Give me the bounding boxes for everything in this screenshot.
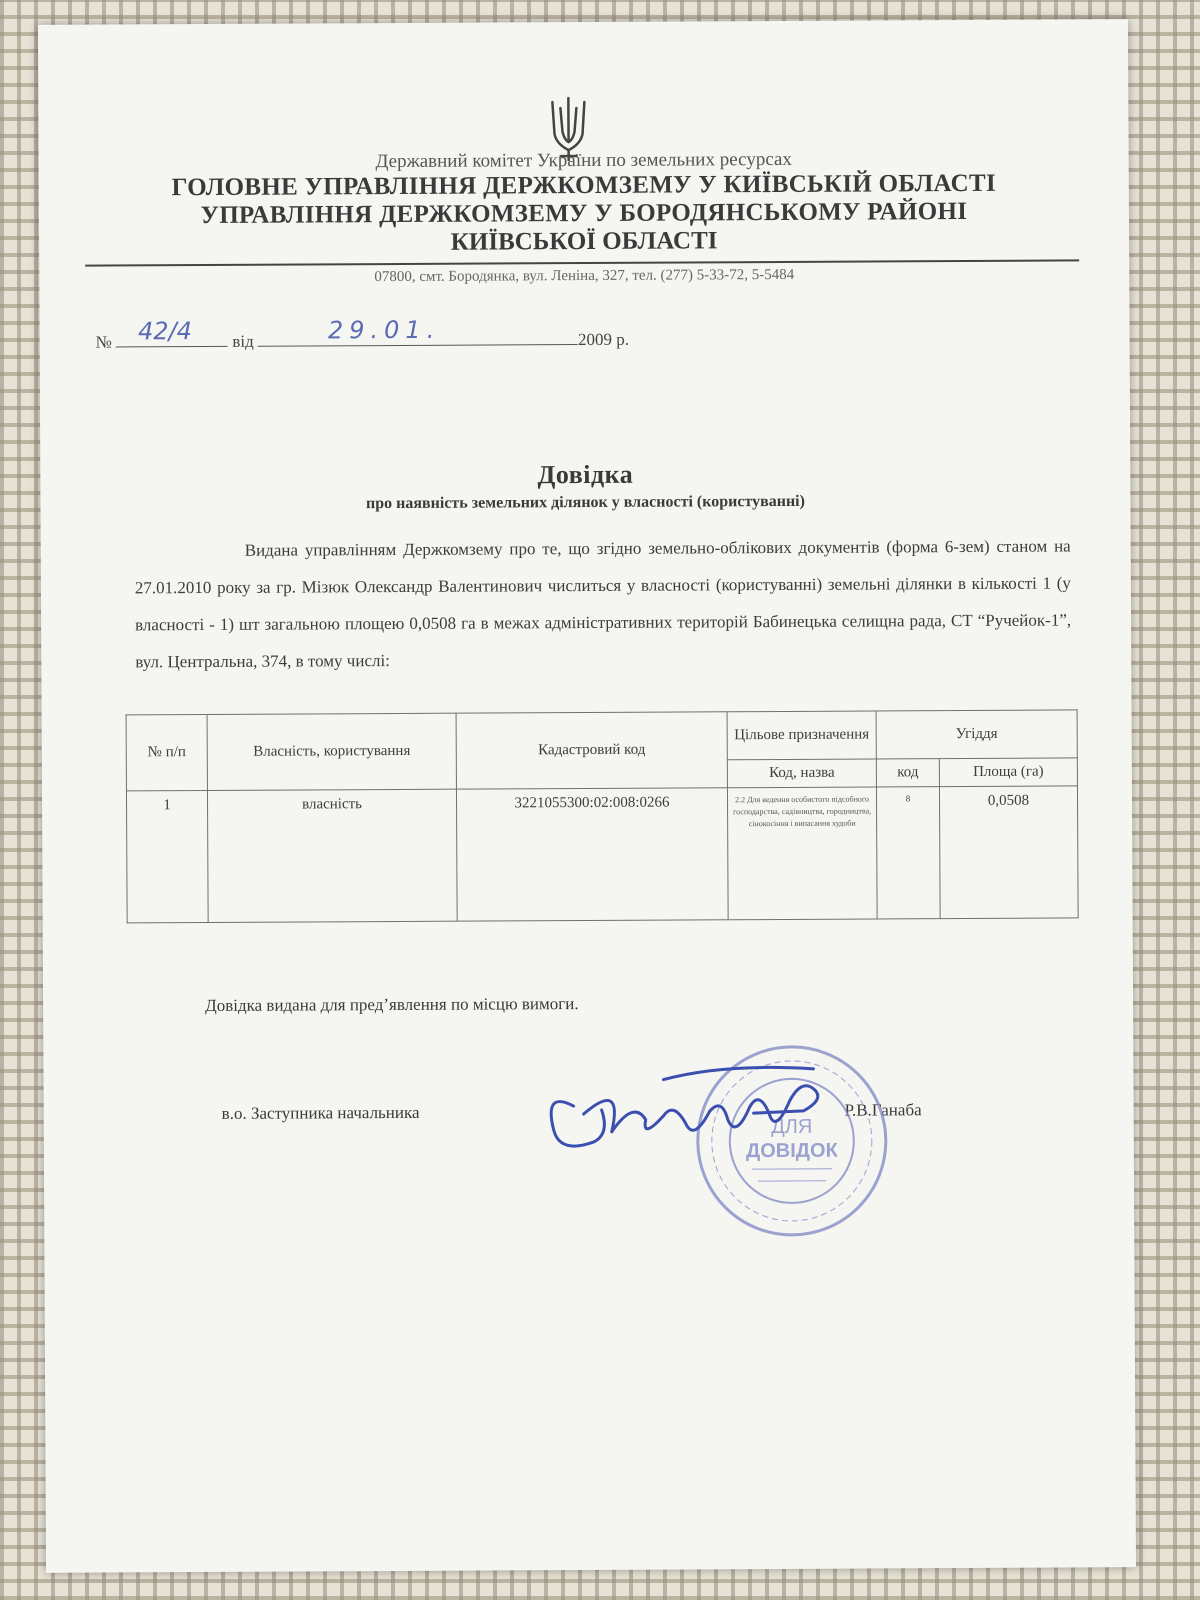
stamp-text-2: ДОВІДОК xyxy=(745,1139,838,1163)
header-lands: Угіддя xyxy=(876,710,1077,759)
office-address: 07800, смт. Бородянка, вул. Леніна, 327, тел. (277) 5-33-72, 5-5484 xyxy=(374,266,795,286)
row-cadastral: 3221055300:02:008:0266 xyxy=(456,788,728,921)
row-lands-area: 0,0508 xyxy=(939,786,1078,919)
table-header-row xyxy=(126,710,1077,763)
year-suffix: 2009 р. xyxy=(577,329,630,350)
from-label: від xyxy=(232,331,254,351)
header-cadastral: Кадастровий код xyxy=(456,712,727,789)
table-row xyxy=(126,786,1078,923)
row-num: 1 xyxy=(126,790,208,922)
handwritten-signature-icon xyxy=(513,1049,844,1161)
footer-note: Довідка видана для пред’явлення по місцю вимоги. xyxy=(205,994,579,1016)
signer-name: Р.В.Ганаба xyxy=(844,1100,922,1120)
document-subtitle: про наявність земельних ділянок у власності (користуванні) xyxy=(365,492,805,513)
row-lands-code: 8 xyxy=(876,787,940,919)
row-ownership: власність xyxy=(207,789,457,922)
main-office-name: ГОЛОВНЕ УПРАВЛІННЯ ДЕРЖКОМЗЕМУ У КИЇВСЬКІЙ ОБЛАСТІ xyxy=(171,169,997,202)
document-body: Видана управлінням Держкомзему про те, що згідно земельно-облікових документів (форма 6-зем) станом на 27.01.2010 року за гр. Мізюк Олександр Валентинович числиться у власності (користуванні) земельні ділянки в кількості 1 (у власності - 1) шт загальною площею 0,0508 га в межах адміністративних територій Бабинецька селищна рада, СТ “Ручейок-1”, вул. Центральна, 374, в тому числі: xyxy=(134,536,1072,672)
header-purpose-sub: Код, назва xyxy=(727,759,876,788)
land-plots-table xyxy=(126,709,1079,923)
row-purpose: 2.2 Для ведення особистого підсобного господарства, садівництва, городництва, сінокосіння і випасання худоби xyxy=(727,787,877,920)
date-field xyxy=(258,315,578,347)
handwritten-date: 29.01. xyxy=(327,315,441,345)
committee-name: Державний комітет України по земельних ресурсах xyxy=(375,148,792,173)
registration-line xyxy=(95,315,630,353)
number-label: № xyxy=(95,332,112,352)
number-field xyxy=(116,317,228,348)
header-ownership: Власність, користування xyxy=(207,713,456,790)
document-title: Довідка xyxy=(537,459,634,490)
signer-title: в.о. Заступника начальника xyxy=(221,1102,420,1123)
header-lands-area: Площа (га) xyxy=(939,758,1077,787)
header-lands-code: код xyxy=(876,759,939,787)
handwritten-number: 42/4 xyxy=(137,317,193,346)
region-name: КИЇВСЬКОЇ ОБЛАСТІ xyxy=(450,227,718,256)
district-office-name: УПРАВЛІННЯ ДЕРЖКОМЗЕМУ У БОРОДЯНСЬКОМУ РАЙОНІ xyxy=(200,198,968,230)
header-num: № п/п xyxy=(126,714,207,790)
header-purpose: Цільове призначення xyxy=(727,711,876,760)
stamp-text-1: ДЛЯ xyxy=(771,1115,813,1139)
document-sheet xyxy=(38,19,1136,1573)
